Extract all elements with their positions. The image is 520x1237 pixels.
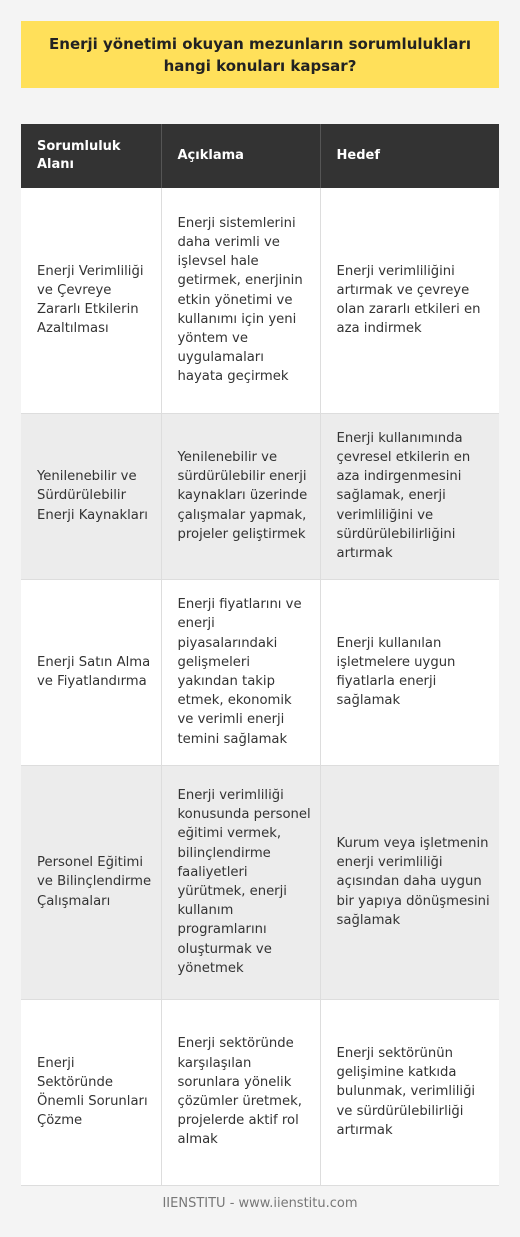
- table-row: [21, 188, 499, 413]
- cell-description: Enerji sektöründe karşılaşılan sorunlara yönelik çözümler üretmek, projelerde aktif rol almak: [161, 999, 320, 1185]
- page-title: Enerji yönetimi okuyan mezunların sorumlulukları hangi konuları kapsar?: [21, 21, 499, 88]
- cell-area: Enerji Verimliliği ve Çevreye Zararlı Etkilerin Azaltılması: [21, 188, 161, 413]
- cell-goal: Enerji sektörünün gelişimine katkıda bulunmak, verimliliği ve sürdürülebilirliği artırmak: [320, 999, 499, 1185]
- cell-area: Enerji Sektöründe Önemli Sorunları Çözme: [21, 999, 161, 1185]
- cell-goal: Kurum veya işletmenin enerji verimliliği açısından daha uygun bir yapıya dönüşmesini sağlamak: [320, 765, 499, 999]
- table-row: [21, 765, 499, 999]
- cell-area: Personel Eğitimi ve Bilinçlendirme Çalışmaları: [21, 765, 161, 999]
- cell-area: Yenilenebilir ve Sürdürülebilir Enerji Kaynakları: [21, 413, 161, 579]
- header-goal: Hedef: [320, 124, 499, 188]
- table-header-row: [21, 124, 499, 188]
- cell-description: Enerji verimliliği konusunda personel eğitimi vermek, bilinçlendirme faaliyetleri yürütmek, enerji kullanım programlarını oluşturmak ve yönetmek: [161, 765, 320, 999]
- cell-description: Enerji sistemlerini daha verimli ve işlevsel hale getirmek, enerjinin etkin yönetimi ve kullanımı için yeni yöntem ve uygulamaları hayata geçirmek: [161, 188, 320, 413]
- cell-area: Enerji Satın Alma ve Fiyatlandırma: [21, 579, 161, 765]
- cell-description: Yenilenebilir ve sürdürülebilir enerji kaynakları üzerinde çalışmalar yapmak, projeler geliştirmek: [161, 413, 320, 579]
- table-row: [21, 413, 499, 579]
- cell-description: Enerji fiyatlarını ve enerji piyasalarındaki gelişmeleri yakından takip etmek, ekonomik ve verimli enerji temini sağlamak: [161, 579, 320, 765]
- header-description: Açıklama: [161, 124, 320, 188]
- cell-goal: Enerji kullanılan işletmelere uygun fiyatlarla enerji sağlamak: [320, 579, 499, 765]
- cell-goal: Enerji kullanımında çevresel etkilerin en aza indirgenmesini sağlamak, enerji verimliliğini ve sürdürülebilirliğini artırmak: [320, 413, 499, 579]
- cell-goal: Enerji verimliliğini artırmak ve çevreye olan zararlı etkileri en aza indirmek: [320, 188, 499, 413]
- header-area: Sorumluluk Alanı: [21, 124, 161, 188]
- responsibilities-table: [21, 124, 499, 1186]
- table-row: [21, 999, 499, 1185]
- table-row: [21, 579, 499, 765]
- footer-credit: IIENSTITU - www.iienstitu.com: [162, 1196, 358, 1211]
